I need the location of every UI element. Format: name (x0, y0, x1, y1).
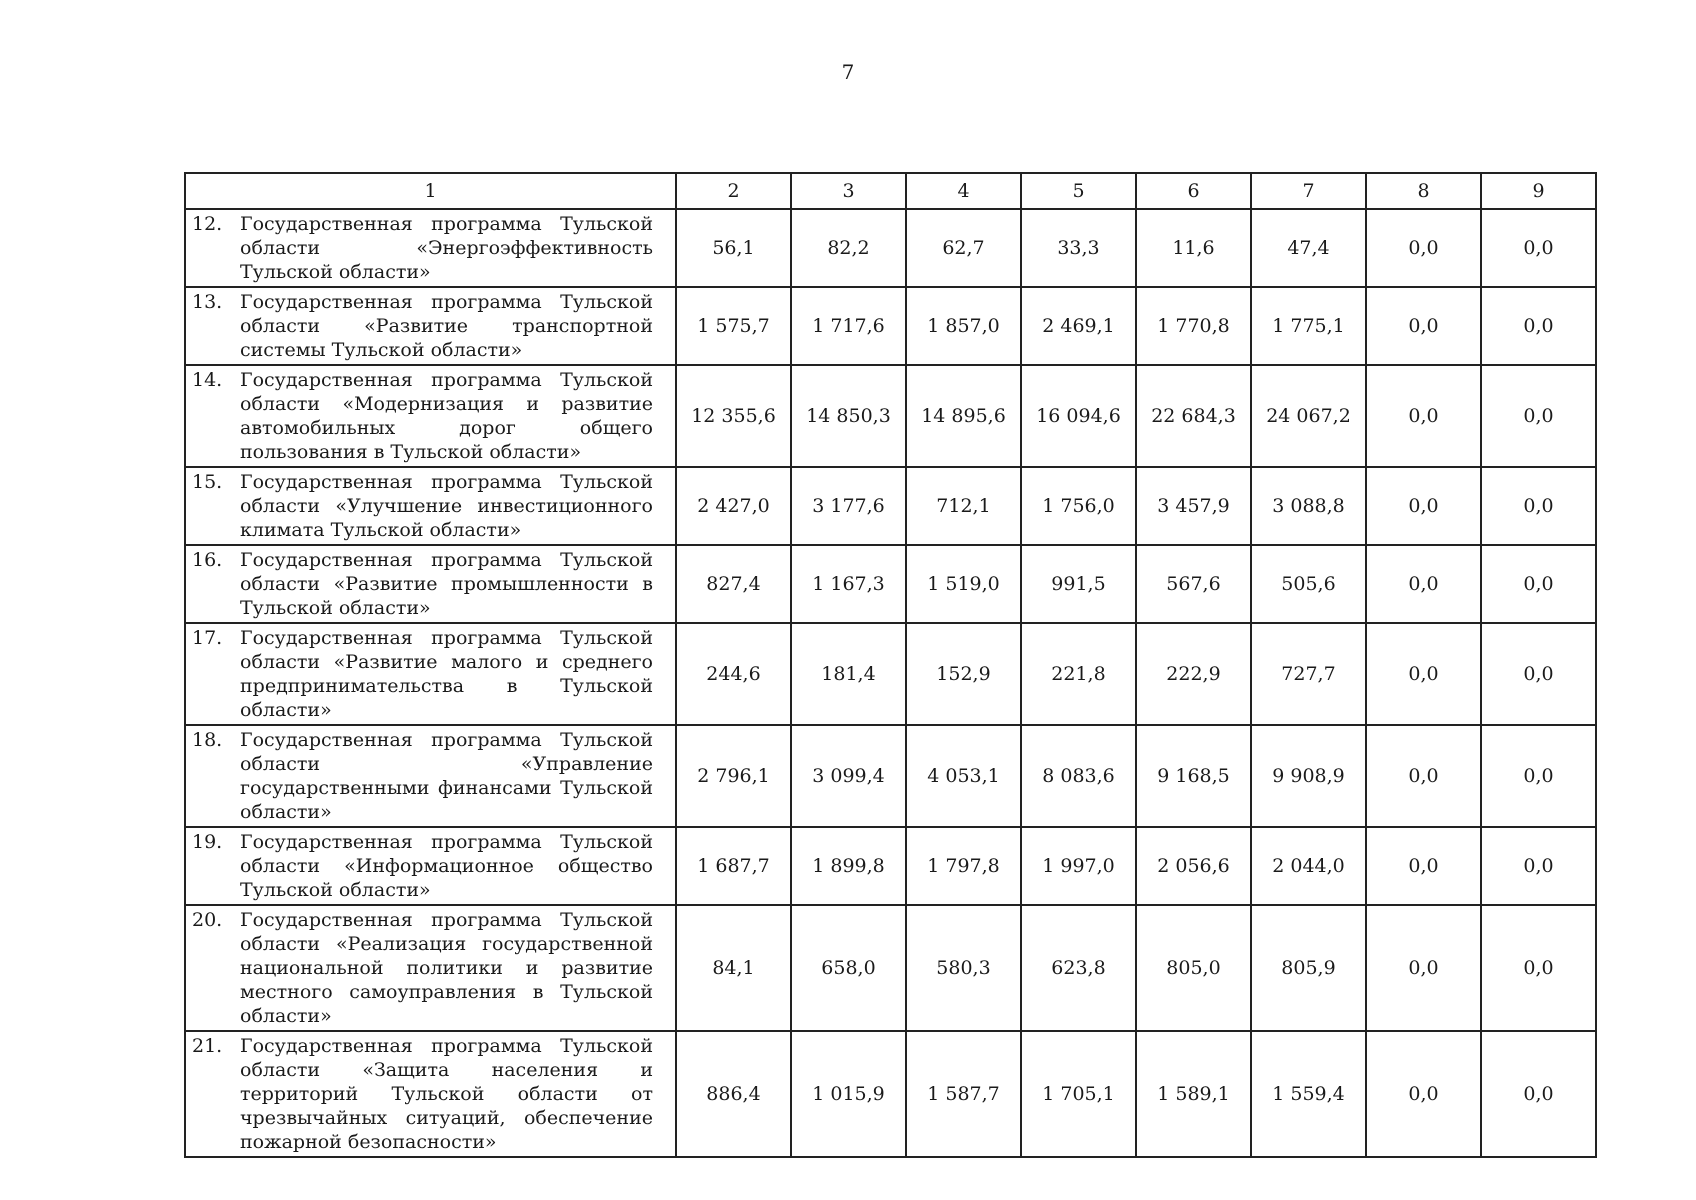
value-cell-col-2: 84,1 (676, 905, 791, 1031)
value-cell-col-3: 14 850,3 (791, 365, 906, 467)
column-header-6: 6 (1136, 173, 1251, 209)
value-cell-col-3: 1 717,6 (791, 287, 906, 365)
table-row (185, 545, 1596, 623)
value-cell-col-8: 0,0 (1366, 725, 1481, 827)
value-cell-col-7: 9 908,9 (1251, 725, 1366, 827)
value-cell-col-6: 11,6 (1136, 209, 1251, 287)
row-number: 19. (192, 831, 223, 853)
value-cell-col-5: 1 997,0 (1021, 827, 1136, 905)
value-cell-col-7: 1 559,4 (1251, 1031, 1366, 1157)
value-cell-col-4: 14 895,6 (906, 365, 1021, 467)
value-cell-col-6: 2 056,6 (1136, 827, 1251, 905)
table-header (185, 173, 1596, 209)
value-cell-col-8: 0,0 (1366, 467, 1481, 545)
value-cell-col-5: 33,3 (1021, 209, 1136, 287)
value-cell-col-3: 3 177,6 (791, 467, 906, 545)
value-cell-col-2: 1 687,7 (676, 827, 791, 905)
value-cell-col-9: 0,0 (1481, 287, 1596, 365)
program-name-cell (185, 209, 676, 287)
row-number: 13. (192, 291, 223, 313)
value-cell-col-4: 1 797,8 (906, 827, 1021, 905)
program-name: Государственная программа Тульской области «Энергоэффективность Тульской области» (240, 213, 653, 283)
value-cell-col-2: 1 575,7 (676, 287, 791, 365)
table-row (185, 827, 1596, 905)
table-row (185, 365, 1596, 467)
value-cell-col-8: 0,0 (1366, 287, 1481, 365)
value-cell-col-3: 1 167,3 (791, 545, 906, 623)
column-header-9: 9 (1481, 173, 1596, 209)
value-cell-col-9: 0,0 (1481, 545, 1596, 623)
value-cell-col-5: 623,8 (1021, 905, 1136, 1031)
value-cell-col-8: 0,0 (1366, 365, 1481, 467)
value-cell-col-6: 1 589,1 (1136, 1031, 1251, 1157)
program-name: Государственная программа Тульской области «Развитие малого и среднего предпринимательства в Тульской области» (240, 627, 653, 721)
value-cell-col-7: 805,9 (1251, 905, 1366, 1031)
value-cell-col-6: 3 457,9 (1136, 467, 1251, 545)
program-name-cell (185, 623, 676, 725)
value-cell-col-4: 712,1 (906, 467, 1021, 545)
program-name: Государственная программа Тульской области «Модернизация и развитие автомобильных дорог общего пользования в Тульской области» (240, 369, 653, 463)
program-name-cell (185, 365, 676, 467)
value-cell-col-9: 0,0 (1481, 905, 1596, 1031)
row-number: 14. (192, 369, 223, 391)
value-cell-col-6: 567,6 (1136, 545, 1251, 623)
value-cell-col-5: 16 094,6 (1021, 365, 1136, 467)
value-cell-col-3: 3 099,4 (791, 725, 906, 827)
row-number: 16. (192, 549, 223, 571)
value-cell-col-6: 22 684,3 (1136, 365, 1251, 467)
value-cell-col-4: 580,3 (906, 905, 1021, 1031)
value-cell-col-4: 152,9 (906, 623, 1021, 725)
value-cell-col-7: 3 088,8 (1251, 467, 1366, 545)
table-row (185, 209, 1596, 287)
page-number: 7 (841, 60, 855, 84)
table-row (185, 725, 1596, 827)
header-row (185, 173, 1596, 209)
value-cell-col-2: 2 427,0 (676, 467, 791, 545)
row-number: 18. (192, 729, 223, 751)
value-cell-col-5: 991,5 (1021, 545, 1136, 623)
value-cell-col-2: 56,1 (676, 209, 791, 287)
value-cell-col-3: 82,2 (791, 209, 906, 287)
value-cell-col-8: 0,0 (1366, 545, 1481, 623)
value-cell-col-8: 0,0 (1366, 623, 1481, 725)
row-number: 12. (192, 213, 223, 235)
budget-table (184, 172, 1597, 1158)
value-cell-col-2: 12 355,6 (676, 365, 791, 467)
value-cell-col-5: 8 083,6 (1021, 725, 1136, 827)
column-header-5: 5 (1021, 173, 1136, 209)
value-cell-col-8: 0,0 (1366, 905, 1481, 1031)
value-cell-col-9: 0,0 (1481, 623, 1596, 725)
value-cell-col-4: 4 053,1 (906, 725, 1021, 827)
value-cell-col-9: 0,0 (1481, 365, 1596, 467)
value-cell-col-8: 0,0 (1366, 209, 1481, 287)
column-header-7: 7 (1251, 173, 1366, 209)
column-header-1: 1 (185, 173, 676, 209)
value-cell-col-5: 1 705,1 (1021, 1031, 1136, 1157)
value-cell-col-8: 0,0 (1366, 1031, 1481, 1157)
program-name-cell (185, 287, 676, 365)
column-header-2: 2 (676, 173, 791, 209)
row-number: 15. (192, 471, 223, 493)
value-cell-col-7: 47,4 (1251, 209, 1366, 287)
value-cell-col-7: 1 775,1 (1251, 287, 1366, 365)
value-cell-col-7: 2 044,0 (1251, 827, 1366, 905)
program-name-cell (185, 545, 676, 623)
value-cell-col-3: 181,4 (791, 623, 906, 725)
column-header-3: 3 (791, 173, 906, 209)
value-cell-col-3: 1 899,8 (791, 827, 906, 905)
value-cell-col-3: 1 015,9 (791, 1031, 906, 1157)
value-cell-col-5: 221,8 (1021, 623, 1136, 725)
value-cell-col-7: 24 067,2 (1251, 365, 1366, 467)
value-cell-col-9: 0,0 (1481, 827, 1596, 905)
row-number: 20. (192, 909, 223, 931)
program-name-cell (185, 467, 676, 545)
program-name-cell (185, 827, 676, 905)
value-cell-col-7: 727,7 (1251, 623, 1366, 725)
row-number: 17. (192, 627, 223, 649)
value-cell-col-4: 1 519,0 (906, 545, 1021, 623)
program-name: Государственная программа Тульской области «Управление государственными финансами Тульской области» (240, 729, 653, 823)
value-cell-col-2: 244,6 (676, 623, 791, 725)
value-cell-col-9: 0,0 (1481, 1031, 1596, 1157)
value-cell-col-9: 0,0 (1481, 209, 1596, 287)
table-body (185, 209, 1596, 1157)
value-cell-col-6: 222,9 (1136, 623, 1251, 725)
program-name: Государственная программа Тульской области «Информационное общество Тульской области» (240, 831, 653, 901)
program-name-cell (185, 905, 676, 1031)
value-cell-col-2: 886,4 (676, 1031, 791, 1157)
program-name: Государственная программа Тульской области «Развитие промышленности в Тульской области» (240, 549, 653, 619)
table-row (185, 1031, 1596, 1157)
value-cell-col-3: 658,0 (791, 905, 906, 1031)
program-name: Государственная программа Тульской области «Защита населения и территорий Тульской области от чрезвычайных ситуаций, обеспечение пожарной безопасности» (240, 1035, 653, 1153)
value-cell-col-2: 2 796,1 (676, 725, 791, 827)
column-header-8: 8 (1366, 173, 1481, 209)
value-cell-col-6: 1 770,8 (1136, 287, 1251, 365)
program-name: Государственная программа Тульской области «Реализация государственной национальной политики и развитие местного самоуправления в Тульской области» (240, 909, 653, 1027)
program-name: Государственная программа Тульской области «Развитие транспортной системы Тульской области» (240, 291, 653, 361)
table-row (185, 287, 1596, 365)
value-cell-col-7: 505,6 (1251, 545, 1366, 623)
value-cell-col-9: 0,0 (1481, 725, 1596, 827)
value-cell-col-8: 0,0 (1366, 827, 1481, 905)
value-cell-col-4: 62,7 (906, 209, 1021, 287)
value-cell-col-5: 2 469,1 (1021, 287, 1136, 365)
program-name: Государственная программа Тульской области «Улучшение инвестиционного климата Тульской области» (240, 471, 653, 541)
row-number: 21. (192, 1035, 223, 1057)
value-cell-col-6: 805,0 (1136, 905, 1251, 1031)
value-cell-col-4: 1 857,0 (906, 287, 1021, 365)
program-name-cell (185, 725, 676, 827)
table-row (185, 905, 1596, 1031)
program-name-cell (185, 1031, 676, 1157)
column-header-4: 4 (906, 173, 1021, 209)
value-cell-col-6: 9 168,5 (1136, 725, 1251, 827)
table-row (185, 623, 1596, 725)
value-cell-col-5: 1 756,0 (1021, 467, 1136, 545)
value-cell-col-9: 0,0 (1481, 467, 1596, 545)
value-cell-col-2: 827,4 (676, 545, 791, 623)
table-row (185, 467, 1596, 545)
value-cell-col-4: 1 587,7 (906, 1031, 1021, 1157)
